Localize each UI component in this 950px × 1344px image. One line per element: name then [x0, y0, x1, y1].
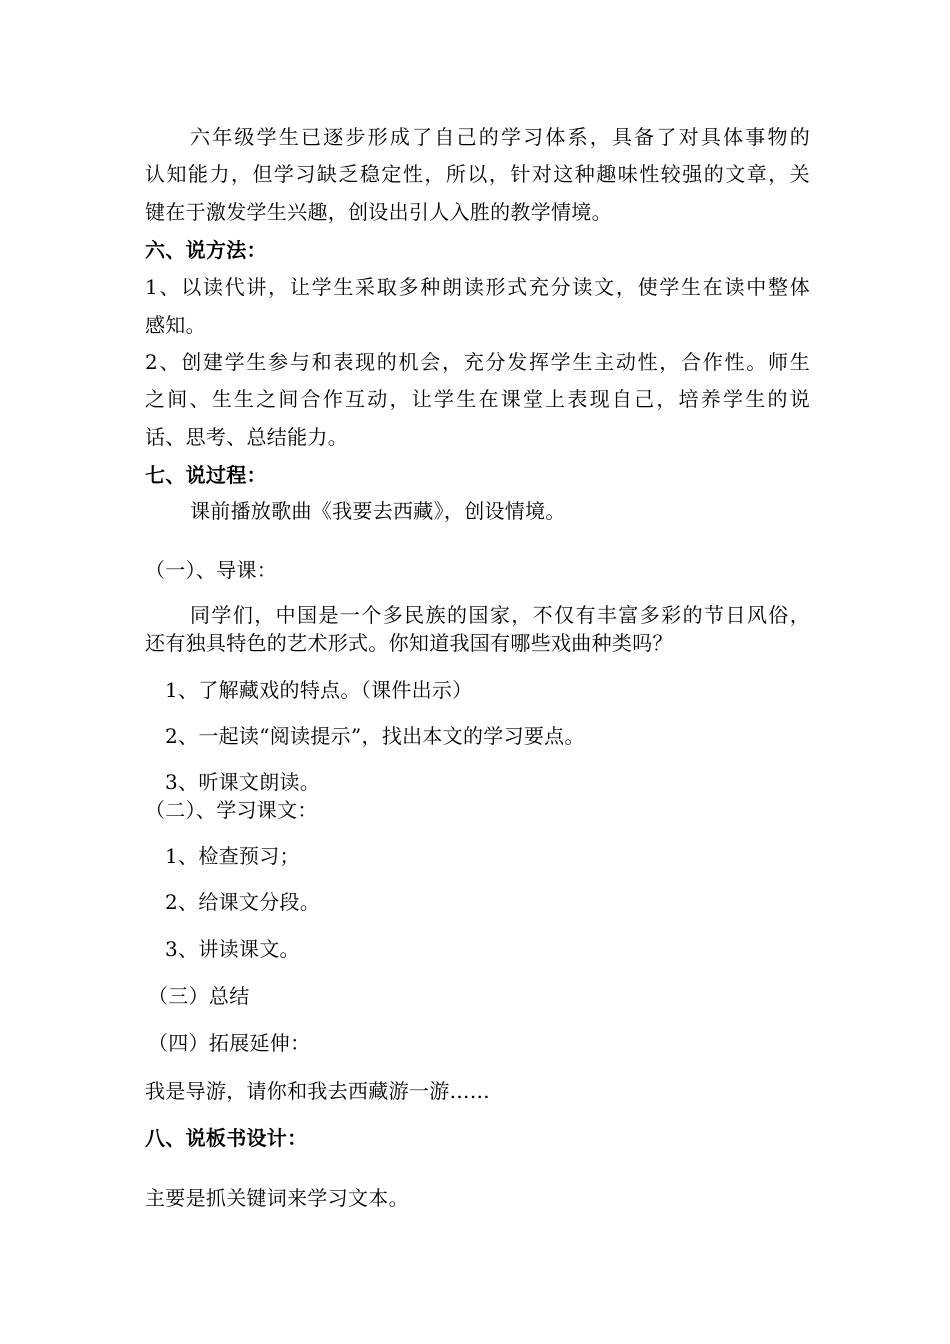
heading-board-design: 八、说板书设计： [145, 1126, 308, 1150]
intro-line-3: 键在于激发学生兴趣，创设出引人入胜的教学情境。 [145, 200, 612, 224]
pre-class-text: 课前播放歌曲《我要去西藏》，创设情境。 [190, 499, 566, 523]
heading-process: 七、说过程： [145, 463, 267, 487]
heading-method: 六、说方法： [145, 238, 267, 262]
method-2-line-1: 2、创建学生参与和表现的机会，充分发挥学生主动性，合作性。师生 [145, 350, 810, 374]
section-4-body: 我是导游，请你和我去西藏游一游…… [145, 1079, 491, 1103]
section-1-title: （一）、导课： [145, 558, 278, 582]
method-1-line-1: 1、以读代讲，让学生采取多种朗读形式充分读文，使学生在读中整体 [145, 275, 810, 299]
intro-line-2: 认知能力，但学习缺乏稳定性，所以，针对这种趣味性较强的文章，关 [145, 162, 810, 186]
section-1-intro-line-2: 还有独具特色的艺术形式。你知道我国有哪些戏曲种类吗？ [145, 631, 673, 655]
section-2-item-3: 3、讲读课文。 [165, 937, 300, 961]
method-1-line-2: 感知。 [145, 313, 206, 337]
section-1-item-3: 3、听课文朗读。 [165, 770, 321, 794]
method-2-line-2: 之间、生生之间合作互动，让学生在课堂上表现自己，培养学生的说 [145, 387, 810, 411]
board-design-text: 主要是抓关键词来学习文本。 [145, 1186, 409, 1210]
section-1-item-2: 2、一起读“阅读提示”，找出本文的学习要点。 [165, 724, 585, 748]
section-4-title: （四）拓展延伸： [148, 1031, 311, 1055]
section-3-title: （三）总结 [148, 984, 250, 1008]
section-1-intro-line-1: 同学们，中国是一个多民族的国家，不仅有丰富多彩的节日风俗， [190, 603, 810, 627]
intro-line-1: 六年级学生已逐步形成了自己的学习体系，具备了对具体事物的 [190, 125, 810, 149]
method-2-line-3: 话、思考、总结能力。 [145, 425, 348, 449]
section-1-item-1: 1、了解藏戏的特点。（课件出示） [165, 678, 473, 702]
section-2-title: （二）、学习课文： [145, 798, 318, 822]
section-2-item-2: 2、给课文分段。 [165, 890, 321, 914]
section-2-item-1: 1、检查预习； [165, 844, 300, 868]
